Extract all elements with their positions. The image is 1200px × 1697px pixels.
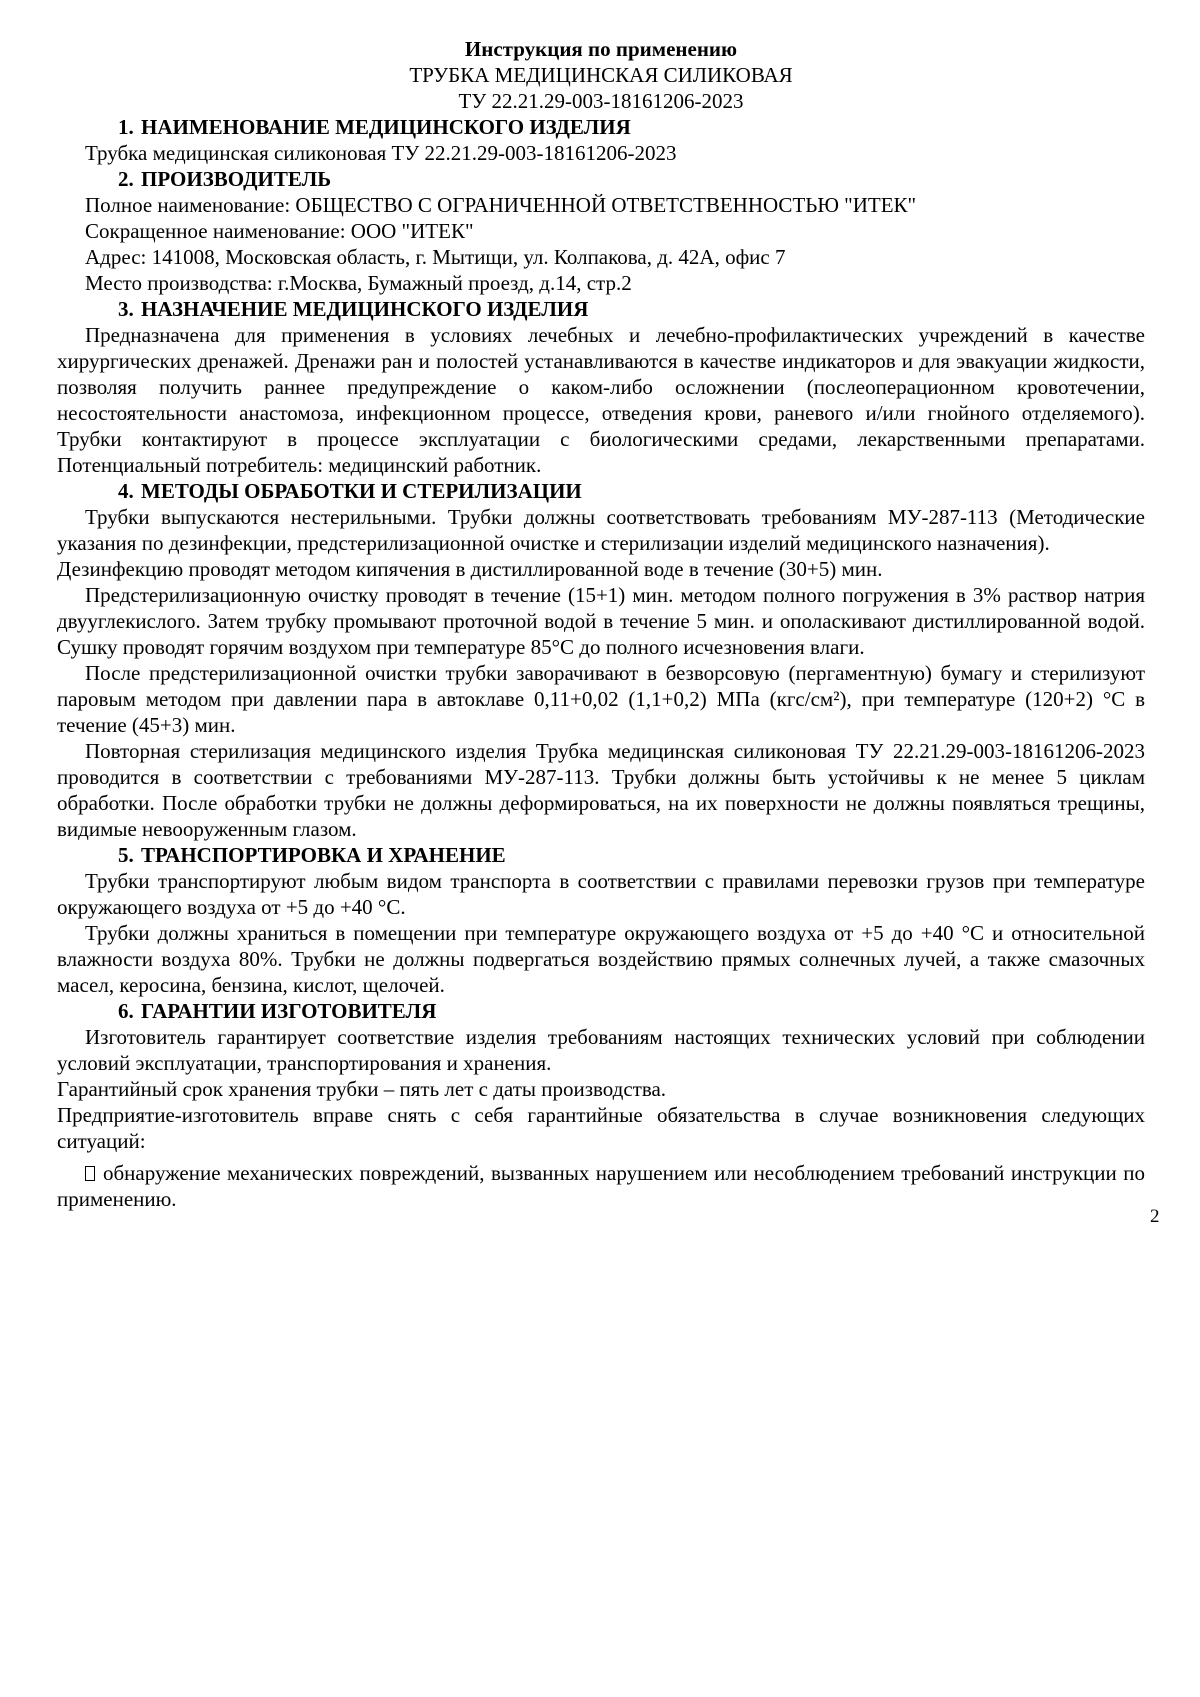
section-heading-4 [57, 478, 1145, 504]
paragraph-full-name: Полное наименование: ОБЩЕСТВО С ОГРАНИЧЕННОЙ ОТВЕТСТВЕННОСТЬЮ "ИТЕК" [85, 193, 917, 217]
section-heading-5 [57, 842, 1145, 868]
section-heading-6 [57, 998, 1145, 1024]
section-title-3: НАЗНАЧЕНИЕ МЕДИЦИНСКОГО ИЗДЕЛИЯ [141, 297, 589, 321]
paragraph-transport: Трубки транспортируют любым видом транспорта в соответствии с правилами перевозки грузов при температуре окружающего воздуха от +5 до +40 °С. [57, 869, 1145, 919]
paragraph-disinfection: Дезинфекцию проводят методом кипячения в дистиллированной воде в течение (30+5) мин. [57, 557, 883, 581]
section-number-4: 4. [118, 479, 134, 503]
paragraph-resterilization: Повторная стерилизация медицинского изделия Трубка медицинская силиконовая ТУ 22.21.29-003-18161206-2023 проводится в соответствии с требованиями МУ-287-113. Трубки должны быть устойчивы к не менее 5 циклам обработки. После обработки трубки не должны деформироваться, на их поверхности не должны появляться трещины, видимые невооруженным глазом. [57, 739, 1145, 841]
section-number-5: 5. [118, 843, 134, 867]
paragraph-storage: Трубки должны храниться в помещении при температуре окружающего воздуха от +5 до +40 °С и относительной влажности воздуха 80%. Трубки не должны подвергаться воздействию прямых солнечных лучей, а также смазочных масел, керосина, бензина, кислот, щелочей. [57, 921, 1145, 997]
section-title-2: ПРОИЗВОДИТЕЛЬ [141, 167, 332, 191]
paragraph-production-site: Место производства: г.Москва, Бумажный проезд, д.14, стр.2 [85, 271, 632, 295]
paragraph-sterilization: После предстерилизационной очистки трубки заворачивают в безворсовую (пергаментную) бумагу и стерилизуют паровым методом при давлении пара в автоклаве 0,11+0,02 (1,1+0,2) МПа (кгс/см²), при температуре (120+2) °С в течение (45+3) мин. [57, 661, 1145, 737]
section-number-3: 3. [118, 297, 134, 321]
paragraph-nonsterile: Трубки выпускаются нестерильными. Трубки должны соответствовать требованиям МУ-287-113 (Методические указания по дезинфекции, предстерилизационной очистке и стерилизации изделий медицинского назначения). [57, 505, 1145, 555]
section-heading-3 [57, 296, 1145, 322]
section-number-1: 1. [118, 115, 134, 139]
paragraph-warranty: Изготовитель гарантирует соответствие изделия требованиям настоящих технических условий при соблюдении условий эксплуатации, транспортирования и хранения. [57, 1025, 1145, 1075]
section-title-5: ТРАНСПОРТИРОВКА И ХРАНЕНИЕ [141, 843, 506, 867]
doc-title: Инструкция по применению [464, 37, 738, 61]
paragraph-address: Адрес: 141008, Московская область, г. Мытищи, ул. Колпакова, д. 42А, офис 7 [85, 245, 786, 269]
section-heading-1 [57, 114, 1145, 140]
paragraph-short-name: Сокращенное наименование: ООО "ИТЕК" [85, 219, 474, 243]
paragraph-warranty-term: Гарантийный срок хранения трубки – пять лет с даты производства. [57, 1077, 667, 1101]
section-title-1: НАИМЕНОВАНИЕ МЕДИЦИНСКОГО ИЗДЕЛИЯ [141, 115, 631, 139]
paragraph-warranty-void: Предприятие-изготовитель вправе снять с себя гарантийные обязательства в случае возникновения следующих ситуаций: [57, 1103, 1145, 1153]
doc-product-name: ТРУБКА МЕДИЦИНСКАЯ СИЛИКОВАЯ [409, 63, 793, 87]
section-heading-2 [57, 166, 1145, 192]
section-title-6: ГАРАНТИИ ИЗГОТОВИТЕЛЯ [141, 999, 437, 1023]
paragraph-product-name: Трубка медицинская силиконовая ТУ 22.21.29-003-18161206-2023 [85, 141, 677, 165]
bullet-item [57, 1160, 1145, 1212]
page-number: 2 [1150, 1206, 1160, 1227]
bullet-item-text: обнаружение механических повреждений, вызванных нарушением или несоблюдением требований инструкции по применению. [57, 1161, 1145, 1211]
paragraph-presterilization: Предстерилизационную очистку проводят в течение (15+1) мин. методом полного погружения в 3% раствор натрия двууглекислого. Затем трубку промывают проточной водой в течение 5 мин. и ополаскивают дистиллированной водой. Сушку проводят горячим воздухом при температуре 85°С до полного исчезновения влаги. [57, 583, 1145, 659]
paragraph-purpose: Предназначена для применения в условиях лечебных и лечебно-профилактических учреждений в качестве хирургических дренажей. Дренажи ран и полостей устанавливаются в качестве индикаторов и для эвакуации жидкости, позволяя получить раннее предупреждение о каком-либо осложнении (послеоперационном кровотечении, несостоятельности анастомоза, инфекционном процессе, отведения крови, раневого и/или гнойного отделяемого). Трубки контактируют в процессе эксплуатации с биологическими средами, лекарственными препаратами. Потенциальный потребитель: медицинский работник. [57, 323, 1145, 477]
document-content [0, 36, 1200, 1212]
section-number-2: 2. [118, 167, 134, 191]
doc-standard-number: ТУ 22.21.29-003-18161206-2023 [458, 89, 744, 113]
missing-glyph-bullet-icon [85, 1166, 95, 1181]
section-number-6: 6. [118, 999, 134, 1023]
section-title-4: МЕТОДЫ ОБРАБОТКИ И СТЕРИЛИЗАЦИИ [141, 479, 582, 503]
